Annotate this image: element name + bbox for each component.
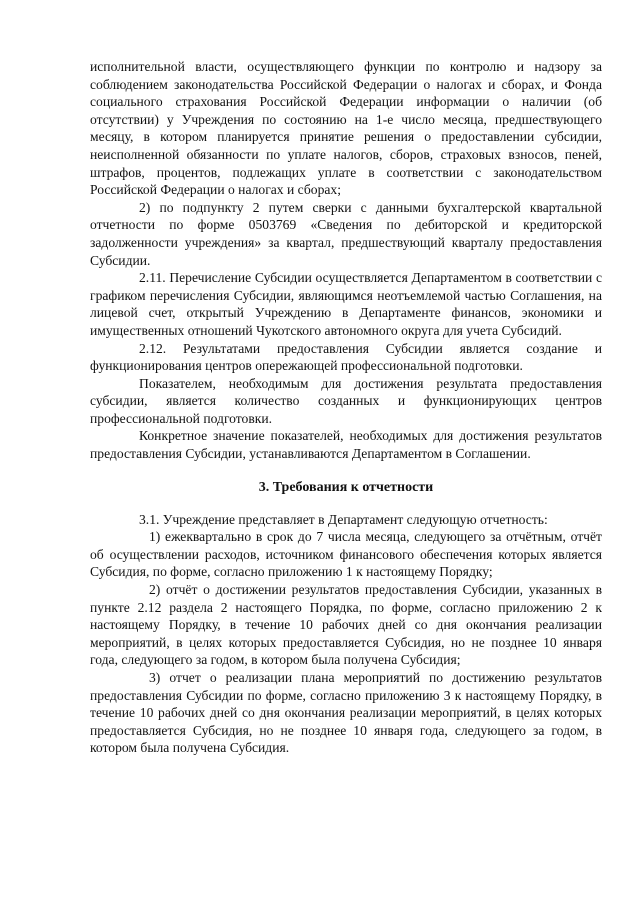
paragraph-report-3-plan: 3) отчет о реализации плана мероприятий по достижению результатов предоставления Субсидии по форме, согласно приложению 3 к настоящему Порядку, в течение 10 рабочих дней со дня окончания реализации мероприятий, в целях которых предоставляется Субсидия, но не позднее 10 января года, следующего за годом, в котором была получена Субсидия. [90, 670, 602, 756]
paragraph-2-11-transfer: 2.11. Перечисление Субсидии осуществляется Департаментом в соответствии с графиком перечисления Субсидии, являющимся неотъемлемой частью Соглашения, на лицевой счет, открытый Учреждению в Департаменте финансов, экономики и имущественных отношений Чукотского автономного округа для учета Субсидий. [90, 270, 602, 338]
spacer [90, 497, 602, 511]
paragraph-indicator: Показателем, необходимым для достижения результата предоставления субсидии, является количество созданных и функционирующих центров профессиональной подготовки. [90, 375, 602, 426]
paragraph-3-1-reporting: 3.1. Учреждение представляет в Департамент следующую отчетность: [139, 511, 548, 527]
paragraph-specific-values: Конкретное значение показателей, необходимых для достижения результатов предоставления Субсидии, устанавливаются Департаментом в Соглашении. [90, 428, 602, 462]
spacer [90, 463, 602, 479]
paragraph-2-12-results: 2.12. Результатами предоставления Субсидии является создание и функционирования центров опережающей профессиональной подготовки. [90, 340, 602, 374]
paragraph-report-2-results: 2) отчёт о достижении результатов предоставления Субсидии, указанных в пункте 2.12 раздела 2 настоящего Порядка, по форме, согласно приложению 2 к настоящему Порядку, в течение 10 рабочих дней со дня окончания реализации мероприятий, в целях которых предоставляется Субсидия, но не позднее 10 января года, следующего за годом, в котором была получена Субсидия; [90, 582, 602, 668]
document-body [90, 58, 602, 757]
paragraph-subitem-2-reconciliation: 2) по подпункту 2 путем сверки с данными бухгалтерской квартальной отчетности по форме 0503769 «Сведения по дебиторской и кредиторской задолженности учреждения» за квартал, предшествующий кварталу предоставления Субсидии. [90, 199, 602, 268]
paragraph-tax-info: исполнительной власти, осуществляющего функции по контролю и надзору за соблюдением законодательства Российской Федерации о налогах и сборах, и Фонда социального страхования Российской Федерации информации о наличии (об отсутствии) у Учреждения по состоянию на 1-е число месяца, предшествующего месяцу, в котором планируется принятие решения о предоставлении субсидии, неисполненной обязанности по уплате налогов, сборов, страховых взносов, пеней, штрафов, процентов, подлежащих уплате в соответствии с законодательством Российской Федерации о налогах и сборах; [90, 59, 602, 198]
paragraph-report-1-quarterly: 1) ежеквартально в срок до 7 числа месяца, следующего за отчётным, отчёт об осуществлении расходов, источником финансового обеспечения которых является Субсидия, по форме, согласно приложению 1 к настоящему Порядку; [90, 529, 602, 580]
section-heading: 3. Требования к отчетности [258, 479, 434, 495]
